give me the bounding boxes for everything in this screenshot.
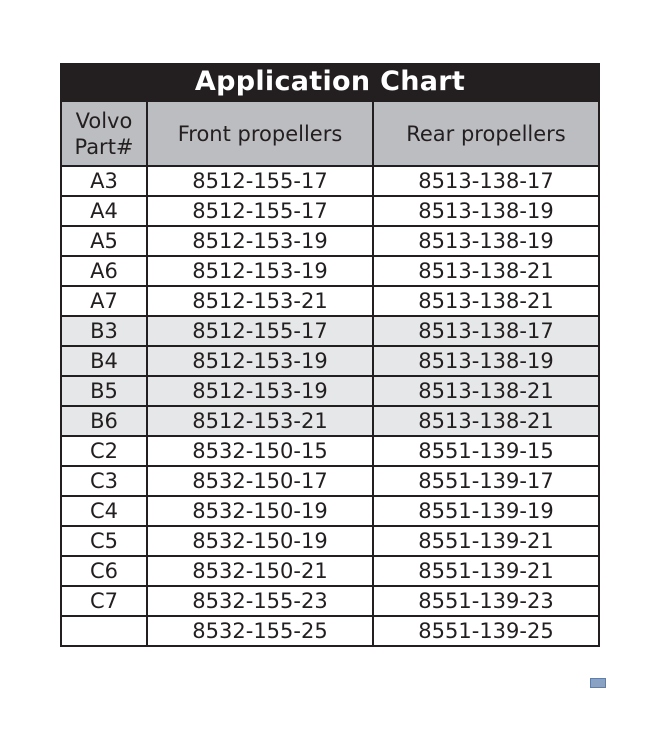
cell-volvo-part: A7 [61, 286, 147, 316]
application-table [60, 100, 600, 647]
header-front-propellers: Front propellers [147, 101, 373, 166]
table-row [61, 556, 599, 586]
cell-front-propeller: 8512-155-17 [147, 166, 373, 196]
cell-front-propeller: 8532-155-25 [147, 616, 373, 646]
cell-rear-propeller: 8551-139-25 [373, 616, 599, 646]
header-rear-propellers: Rear propellers [373, 101, 599, 166]
cell-volvo-part: A4 [61, 196, 147, 226]
header-volvo-part-line2: Part# [74, 134, 134, 159]
table-row [61, 586, 599, 616]
cell-volvo-part: C4 [61, 496, 147, 526]
cell-volvo-part: B6 [61, 406, 147, 436]
cell-volvo-part: A5 [61, 226, 147, 256]
cell-front-propeller: 8532-150-17 [147, 466, 373, 496]
table-row [61, 226, 599, 256]
cell-front-propeller: 8512-153-21 [147, 406, 373, 436]
cell-rear-propeller: 8513-138-19 [373, 346, 599, 376]
table-row [61, 616, 599, 646]
cell-volvo-part: B3 [61, 316, 147, 346]
header-row [61, 101, 599, 166]
cell-rear-propeller: 8551-139-19 [373, 496, 599, 526]
table-row [61, 376, 599, 406]
cell-front-propeller: 8532-150-19 [147, 526, 373, 556]
table-row [61, 256, 599, 286]
cell-rear-propeller: 8513-138-17 [373, 316, 599, 346]
cell-rear-propeller: 8513-138-21 [373, 286, 599, 316]
table-header [61, 101, 599, 166]
cell-front-propeller: 8532-150-19 [147, 496, 373, 526]
cell-rear-propeller: 8513-138-19 [373, 226, 599, 256]
table-row [61, 346, 599, 376]
cell-rear-propeller: 8551-139-17 [373, 466, 599, 496]
header-volvo-part-line1: Volvo [75, 108, 133, 133]
cell-volvo-part: B4 [61, 346, 147, 376]
table-row [61, 496, 599, 526]
cell-volvo-part: C6 [61, 556, 147, 586]
table-row [61, 166, 599, 196]
table-row [61, 466, 599, 496]
cell-front-propeller: 8512-153-19 [147, 376, 373, 406]
cell-volvo-part: C5 [61, 526, 147, 556]
cell-rear-propeller: 8513-138-17 [373, 166, 599, 196]
table-row [61, 526, 599, 556]
cell-rear-propeller: 8551-139-15 [373, 436, 599, 466]
cell-front-propeller: 8512-153-19 [147, 256, 373, 286]
cell-front-propeller: 8532-155-23 [147, 586, 373, 616]
table-row [61, 436, 599, 466]
cell-volvo-part [61, 616, 147, 646]
cell-front-propeller: 8512-155-17 [147, 196, 373, 226]
table-body [61, 166, 599, 646]
cell-volvo-part: C3 [61, 466, 147, 496]
cell-front-propeller: 8532-150-15 [147, 436, 373, 466]
cell-front-propeller: 8512-153-19 [147, 226, 373, 256]
resize-handle-icon [590, 678, 606, 688]
table-row [61, 286, 599, 316]
table-row [61, 406, 599, 436]
cell-rear-propeller: 8513-138-21 [373, 406, 599, 436]
cell-rear-propeller: 8551-139-21 [373, 556, 599, 586]
cell-rear-propeller: 8513-138-19 [373, 196, 599, 226]
application-chart [60, 63, 600, 647]
cell-volvo-part: C2 [61, 436, 147, 466]
cell-rear-propeller: 8513-138-21 [373, 376, 599, 406]
header-volvo-part [61, 101, 147, 166]
cell-front-propeller: 8532-150-21 [147, 556, 373, 586]
cell-front-propeller: 8512-153-21 [147, 286, 373, 316]
cell-rear-propeller: 8513-138-21 [373, 256, 599, 286]
table-row [61, 196, 599, 226]
cell-volvo-part: A3 [61, 166, 147, 196]
chart-title: Application Chart [60, 63, 600, 100]
table-row [61, 316, 599, 346]
cell-front-propeller: 8512-155-17 [147, 316, 373, 346]
cell-front-propeller: 8512-153-19 [147, 346, 373, 376]
cell-rear-propeller: 8551-139-21 [373, 526, 599, 556]
cell-volvo-part: A6 [61, 256, 147, 286]
cell-rear-propeller: 8551-139-23 [373, 586, 599, 616]
cell-volvo-part: B5 [61, 376, 147, 406]
cell-volvo-part: C7 [61, 586, 147, 616]
